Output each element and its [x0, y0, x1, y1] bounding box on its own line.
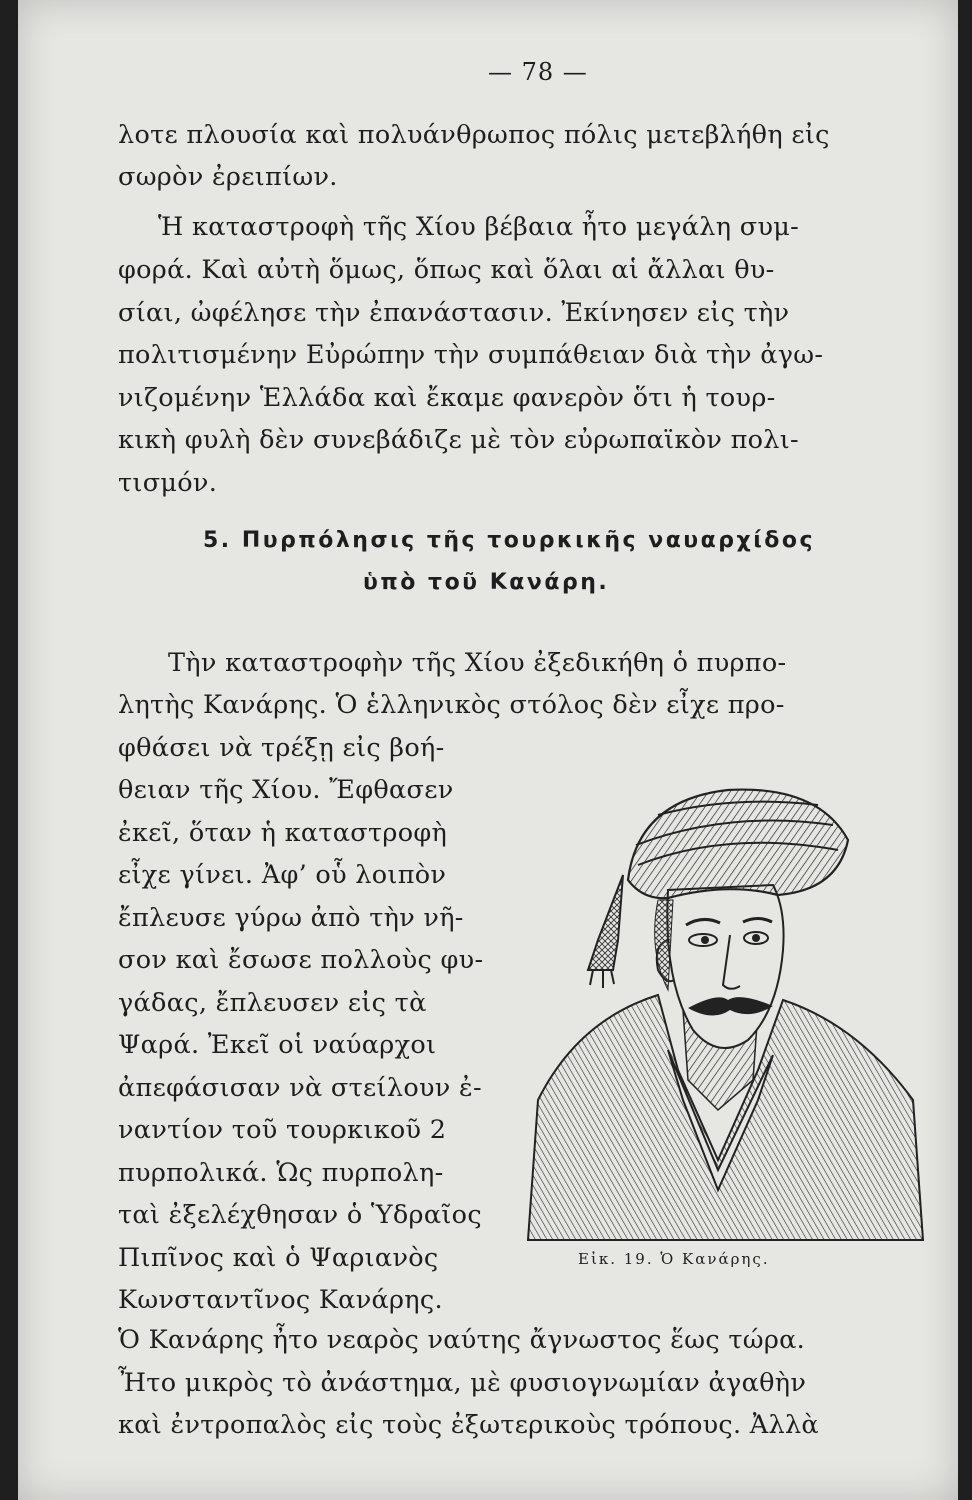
text-line: ταὶ ἐξελέχθησαν ὁ Ὑδραῖος: [118, 1200, 482, 1230]
text-line: νιζομένην Ἑλλάδα καὶ ἔκαμε φανερὸν ὅτι ἡ τουρ-: [118, 383, 776, 413]
text-line: Ἦτο μικρὸς τὸ ἀνάστημα, μὲ φυσιογνωμίαν ἀγαθὴν: [118, 1368, 807, 1398]
text-line: φορά. Καὶ αὐτὴ ὅμως, ὅπως καὶ ὅλαι αἱ ἄλλαι θυ-: [118, 255, 775, 285]
text-line: Ἡ καταστροφὴ τῆς Χίου βέβαια ἦτο μεγάλη συμ-: [158, 212, 800, 242]
text-line: Τὴν καταστροφὴν τῆς Χίου ἐξεδικήθη ὁ πυρπο-: [168, 648, 787, 678]
text-line: πολιτισμένην Εὐρώπην τὴν συμπάθειαν διὰ τὴν ἀγω-: [118, 340, 824, 370]
text-line: Πιπῖνος καὶ ὁ Ψαριανὸς: [118, 1243, 439, 1273]
text-line: θειαν τῆς Χίου. Ἔφθασεν: [118, 775, 454, 805]
text-line: ἀπεφάσισαν νὰ στείλουν ἐ-: [118, 1073, 482, 1103]
text-line: Κωνσταντῖνος Κανάρης.: [118, 1285, 443, 1315]
text-line: Ὁ Κανάρης ἦτο νεαρὸς ναύτης ἄγνωστος ἕως τώρα.: [118, 1325, 806, 1355]
page-number: — 78 —: [488, 58, 588, 86]
text-line: πυρπολικά. Ὡς πυρπολη-: [118, 1158, 444, 1188]
text-line: εἶχε γίνει. Ἀφ’ οὗ λοιπὸν: [118, 860, 447, 890]
text-line: σον καὶ ἔσωσε πολλοὺς φυ-: [118, 945, 484, 975]
text-line: γάδας, ἔπλευσεν εἰς τὰ: [118, 988, 427, 1018]
text-line: ἔπλευσε γύρω ἀπὸ τὴν νῆ-: [118, 903, 464, 933]
section-heading-line2: ὑπὸ τοῦ Κανάρη.: [363, 570, 610, 595]
text-line: καὶ ἐντροπαλὸς εἰς τοὺς ἐξωτερικοὺς τρόπους. Ἀλλὰ: [118, 1410, 819, 1440]
portrait-engraving-icon: [518, 770, 928, 1250]
book-page: [18, 0, 958, 1500]
figure-caption: Εἰκ. 19. Ὁ Κανάρης.: [578, 1250, 770, 1268]
text-line: λητὴς Κανάρης. Ὁ ἑλληνικὸς στόλος δὲν εἶχε προ-: [118, 690, 785, 720]
text-line: λοτε πλουσία καὶ πολυάνθρωπος πόλις μετεβλήθη εἰς: [118, 120, 830, 150]
text-line: σωρὸν ἐρειπίων.: [118, 162, 338, 192]
text-line: φθάσει νὰ τρέξῃ εἰς βοή-: [118, 733, 445, 763]
text-line: τισμόν.: [118, 468, 218, 498]
text-line: σίαι, ὠφέλησε τὴν ἐπανάστασιν. Ἐκίνησεν εἰς τὴν: [118, 298, 790, 328]
text-line: κικὴ φυλὴ δὲν συνεβάδιζε μὲ τὸν εὐρωπαϊκὸν πολι-: [118, 425, 799, 455]
text-line: ναντίον τοῦ τουρκικοῦ 2: [118, 1115, 447, 1145]
section-heading-line1: 5. Πυρπόλησις τῆς τουρκικῆς ναυαρχίδος: [203, 528, 816, 553]
text-line: Ψαρά. Ἐκεῖ οἱ ναύαρχοι: [118, 1030, 437, 1060]
text-line: ἐκεῖ, ὅταν ἡ καταστροφὴ: [118, 818, 448, 848]
figure-portrait: [518, 770, 928, 1250]
